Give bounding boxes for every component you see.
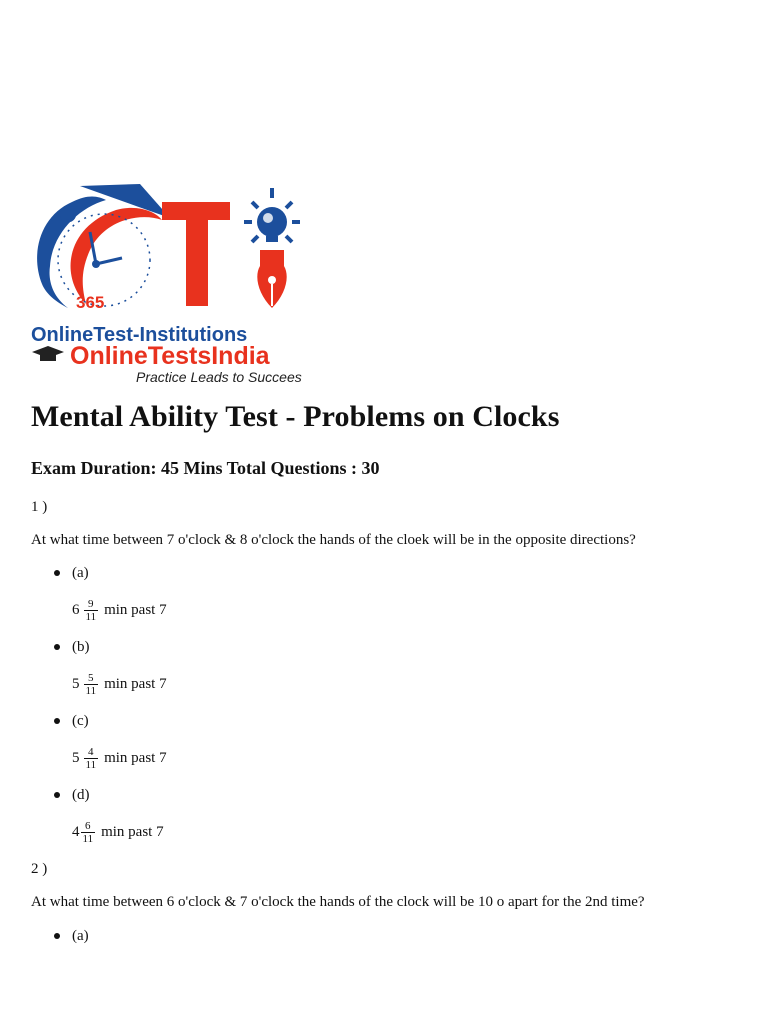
answer-fraction — [81, 820, 96, 845]
fraction-numerator: 4 — [88, 746, 94, 758]
logo-badge-text: 365 — [76, 293, 105, 312]
fraction-denominator: 11 — [85, 759, 97, 771]
option-label: (b) — [72, 639, 90, 655]
option-item[interactable] — [54, 713, 89, 730]
option-item[interactable] — [54, 928, 89, 945]
option-label: (d) — [72, 787, 90, 803]
answer-whole: 5 — [72, 676, 80, 692]
answer-suffix: min past 7 — [104, 750, 167, 766]
bullet-icon — [54, 570, 60, 576]
fraction-numerator: 9 — [88, 598, 94, 610]
answer-whole: 5 — [72, 750, 80, 766]
logo-line1: OnlineTest-Institutions — [31, 324, 248, 346]
option-label: (c) — [72, 713, 89, 729]
graduation-cap-small-icon — [32, 346, 64, 361]
question-number: 2 ) — [31, 861, 48, 877]
fraction-denominator: 11 — [82, 833, 94, 845]
bullet-icon — [54, 933, 60, 939]
option-answer — [72, 598, 167, 623]
answer-fraction — [84, 672, 99, 697]
fraction-denominator: 11 — [85, 685, 97, 697]
logo-tagline: Practice Leads to Succees — [136, 369, 302, 385]
answer-suffix: min past 7 — [101, 824, 164, 840]
bullet-icon — [54, 718, 60, 724]
option-item[interactable] — [54, 639, 90, 656]
clock-arc-red — [71, 208, 162, 304]
answer-whole: 6 — [72, 602, 80, 618]
page-title: Mental Ability Test - Problems on Clocks — [31, 400, 560, 433]
bullet-icon — [54, 792, 60, 798]
fraction-numerator: 5 — [88, 672, 94, 684]
option-label: (a) — [72, 565, 89, 581]
fraction-denominator: 11 — [85, 611, 97, 623]
answer-suffix: min past 7 — [104, 602, 167, 618]
answer-fraction — [84, 598, 99, 623]
lightbulb-icon — [244, 188, 300, 242]
logo-line2: OnlineTestsIndia — [70, 342, 270, 370]
option-answer — [72, 672, 167, 697]
question-text: At what time between 6 o'clock & 7 o'clock the hands of the clock will be 10 o apart for the 2nd time? — [31, 894, 645, 910]
exam-meta: Exam Duration: 45 Mins Total Questions : 30 — [31, 458, 380, 478]
option-answer — [72, 820, 164, 845]
option-item[interactable] — [54, 565, 89, 582]
bullet-icon — [54, 644, 60, 650]
logo-letter-t-stem — [186, 202, 208, 306]
fraction-numerator: 6 — [85, 820, 91, 832]
question-text: At what time between 7 o'clock & 8 o'clock the hands of the cloek will be in the opposite directions? — [31, 532, 636, 548]
answer-suffix: min past 7 — [104, 676, 167, 692]
answer-whole: 4 — [72, 824, 80, 840]
option-label: (a) — [72, 928, 89, 944]
answer-fraction — [84, 746, 99, 771]
question-number: 1 ) — [31, 499, 48, 515]
clock-arc-blue — [37, 197, 106, 309]
site-logo — [28, 184, 333, 389]
option-item[interactable] — [54, 787, 90, 804]
option-answer — [72, 746, 167, 771]
